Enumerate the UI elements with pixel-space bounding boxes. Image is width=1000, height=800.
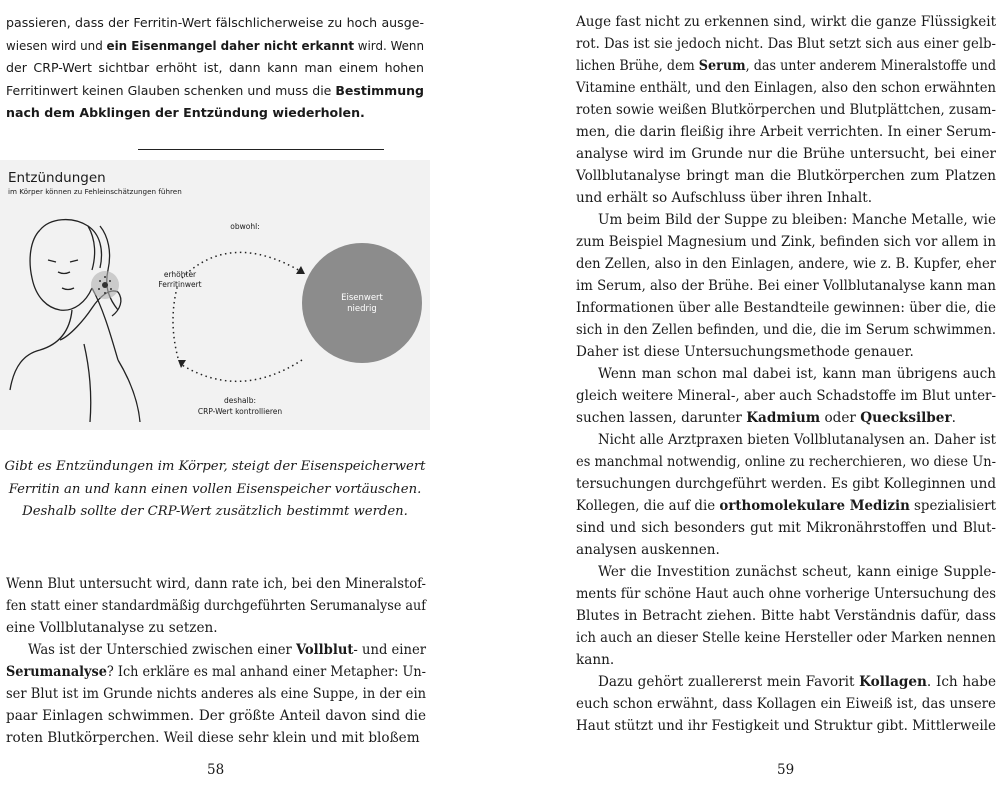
bold-text: Kollagen (859, 674, 927, 690)
text-line (576, 696, 996, 712)
text-line (576, 388, 996, 404)
text-run: fen statt einer standardmäßig durchgeführten Serumanalyse auf (6, 598, 426, 614)
text-run: suchen lassen, darunter (576, 410, 747, 426)
text-run: analysen auskennen. (576, 542, 720, 558)
text-run: Wenn man schon mal dabei ist, kann man übrigens auch (598, 366, 996, 382)
page-number-left: 58 (207, 762, 225, 778)
bold-text: orthomolekulare Medizin (719, 498, 910, 514)
text-run: men, die darin fleißig ihre Arbeit verrichten. In einer Serum- (576, 124, 996, 140)
text-run: . Ich habe (926, 674, 996, 690)
text-run: roten sowie weißen Blutkörperchen und Blutplättchen, zusam- (576, 102, 996, 118)
caption-line: Deshalb sollte der CRP-Wert zusätzlich bestimmt werden. (22, 504, 408, 519)
text-run: Nicht alle Arztpraxen bieten Vollblutanalysen an. Daher ist (598, 432, 996, 448)
label-eisenwert: Eisenwert niedrig (341, 293, 383, 314)
inflammation-spot-icon (91, 271, 119, 299)
text-run: euch schon erwähnt, dass Kollagen ein Eiweiß ist, das unsere (576, 696, 996, 712)
text-run: ser Blut ist im Grunde nichts anderes als eine Suppe, in der ein (6, 686, 426, 702)
text-line (6, 620, 218, 636)
bold-text: ein Eisenmangel daher nicht erkannt (106, 37, 355, 53)
text-line (598, 212, 996, 228)
text-run: Informationen über alle Bestandteile gewinnen: über die, die (576, 300, 996, 316)
text-run: passieren, dass der Ferritin-Wert fälschlicherweise zu hoch ausge- (6, 15, 424, 30)
text-run: analyse wird im Grunde nur die Brühe untersucht, bei einer (576, 146, 996, 162)
text-line (576, 476, 996, 492)
text-run: Ferritinwert keinen Glauben schenken und muss die (6, 82, 336, 98)
text-run: sind und sich besonders gut mit Mikronährstoffen und Blut- (576, 520, 996, 536)
text-run: kann. (576, 652, 615, 668)
separator-line (138, 149, 384, 150)
text-line (576, 652, 614, 668)
text-line (576, 322, 996, 338)
bold-text: Vollblut (295, 642, 354, 658)
bold-text: Quecksilber (860, 410, 952, 426)
text-run: eine Vollblutanalyse zu setzen. (6, 620, 218, 636)
text-run: Um beim Bild der Suppe zu bleiben: Manche Metalle, wie (598, 212, 996, 228)
text-line (576, 36, 996, 52)
text-run: wird. Wenn (354, 37, 424, 53)
text-run: paar Einlagen schwimmen. Der größte Anteil davon sind die (6, 708, 426, 724)
text-run: gleich weitere Mineral-, aber auch Schadstoffe im Blut unter- (576, 388, 996, 404)
bold-text: Serum (698, 58, 746, 74)
text-run: rot. Das ist sie jedoch nicht. Das Blut setzt sich aus einer gelb- (576, 36, 996, 52)
text-run: Was ist der Unterschied zwischen einer (28, 642, 296, 658)
bold-text: nach dem Abklingen der Entzündung wiederholen. (6, 105, 365, 121)
text-line (6, 60, 424, 75)
text-line (28, 642, 426, 658)
woman-illustration-icon (10, 220, 140, 422)
label-ferritin: erhöhter Ferritinwert (158, 270, 202, 289)
text-line (6, 38, 424, 53)
figure-subtitle: im Körper können zu Fehleinschätzungen führen (8, 187, 182, 196)
text-line (6, 105, 365, 120)
text-run: der CRP-Wert sichtbar erhöht ist, dann kann man einem hohen (6, 60, 424, 76)
text-run: ments für schöne Haut auch ohne vorherige Untersuchung des (576, 586, 996, 602)
text-run: wiesen wird und (6, 37, 107, 53)
text-run: tersuchungen durchgeführt werden. Es gibt Kolleginnen und (576, 476, 996, 492)
text-line (576, 256, 996, 272)
label-deshalb: deshalb: CRP-Wert kontrollieren (197, 396, 283, 416)
text-line (598, 564, 996, 580)
text-line (598, 432, 996, 448)
text-line (6, 708, 426, 724)
text-run: und erhält so Aufschluss über ihren Inhalt. (576, 190, 873, 206)
text-line (6, 664, 426, 680)
text-line (576, 344, 914, 360)
text-run: Wenn Blut untersucht wird, dann rate ich, bei den Mineralstof- (6, 576, 426, 592)
text-line (576, 410, 956, 426)
caption-line: Gibt es Entzündungen im Körper, steigt der Eisenspeicherwert (4, 459, 426, 474)
text-line (6, 83, 424, 98)
text-line (576, 14, 996, 30)
text-line (576, 80, 996, 96)
page-number-right: 59 (777, 762, 795, 778)
text-line (576, 58, 996, 74)
text-run: . (951, 410, 956, 426)
text-line (576, 168, 996, 184)
text-line (576, 498, 996, 514)
label-obwohl: obwohl: (230, 222, 260, 231)
caption-line: Ferritin an und kann einen vollen Eisenspeicher vortäuschen. (8, 481, 422, 497)
text-line (576, 454, 996, 470)
text-line (576, 234, 996, 250)
text-line (598, 366, 996, 382)
text-run: lichen Brühe, dem (576, 58, 699, 74)
text-line (6, 598, 426, 614)
text-run: Daher ist diese Untersuchungsmethode genauer. (576, 344, 914, 360)
figure-title: Entzündungen (8, 170, 106, 186)
text-run: es manchmal notwendig, online zu recherchieren, wo diese Un- (576, 454, 996, 470)
text-run: ich auch an dieser Stelle keine Hersteller oder Marken nennen (576, 630, 996, 646)
text-run: roten Blutkörperchen. Weil diese sehr klein und mit bloßem (6, 730, 420, 746)
text-line (6, 686, 426, 702)
text-line (576, 718, 996, 734)
text-run: oder (820, 410, 861, 426)
text-run: - und einer (353, 642, 426, 658)
text-line (6, 730, 420, 746)
text-line (576, 102, 996, 118)
text-run: Dazu gehört zuallererst mein Favorit (598, 674, 860, 690)
text-run: Kollegen, die auf die (576, 498, 720, 514)
text-line (576, 190, 872, 206)
text-line (598, 674, 996, 690)
text-line (576, 542, 720, 558)
text-run: Vitamine enthält, und den Einlagen, also den schon erwähnten (576, 80, 996, 96)
text-line (576, 300, 996, 316)
text-run: Haut stützt und ihr Festigkeit und Struktur gibt. Mittlerweile (576, 718, 996, 734)
text-run: , das unter anderem Mineralstoffe und (745, 58, 996, 74)
text-run: Auge fast nicht zu erkennen sind, wirkt die ganze Flüssigkeit (576, 14, 996, 30)
text-line (576, 586, 996, 602)
text-line (576, 124, 996, 140)
bold-text: Serumanalyse (6, 664, 107, 680)
right-page (500, 0, 1000, 800)
text-run: ? Ich erkläre es mal anhand einer Metapher: Un- (106, 664, 427, 680)
text-run: sich in den Zellen befinden, und die, die im Serum schwimmen. (576, 322, 996, 338)
text-run: den Zellen, also in den Einlagen, andere, wie z. B. Kupfer, eher (576, 256, 996, 272)
text-run: Vollblutanalyse bringt man die Blutkörperchen zum Platzen (576, 168, 996, 184)
text-line (6, 15, 424, 30)
text-line (576, 608, 996, 624)
bold-text: Kadmium (746, 410, 821, 426)
text-line (576, 146, 996, 162)
text-line (6, 576, 426, 592)
bold-text: Bestimmung (335, 82, 424, 98)
text-line (576, 520, 996, 536)
text-run: im Serum, also der Brühe. Bei einer Vollblutanalyse kann man (576, 278, 996, 294)
text-run: spezialisiert (909, 498, 996, 514)
text-line (576, 278, 996, 294)
text-line (576, 630, 996, 646)
text-run: Blutes in Betracht ziehen. Bitte habt Verständnis dafür, dass (576, 608, 996, 624)
text-run: Wer die Investition zunächst scheut, kann einige Supple- (598, 564, 996, 580)
text-run: zum Beispiel Magnesium und Zink, befinden sich vor allem in (576, 234, 996, 250)
